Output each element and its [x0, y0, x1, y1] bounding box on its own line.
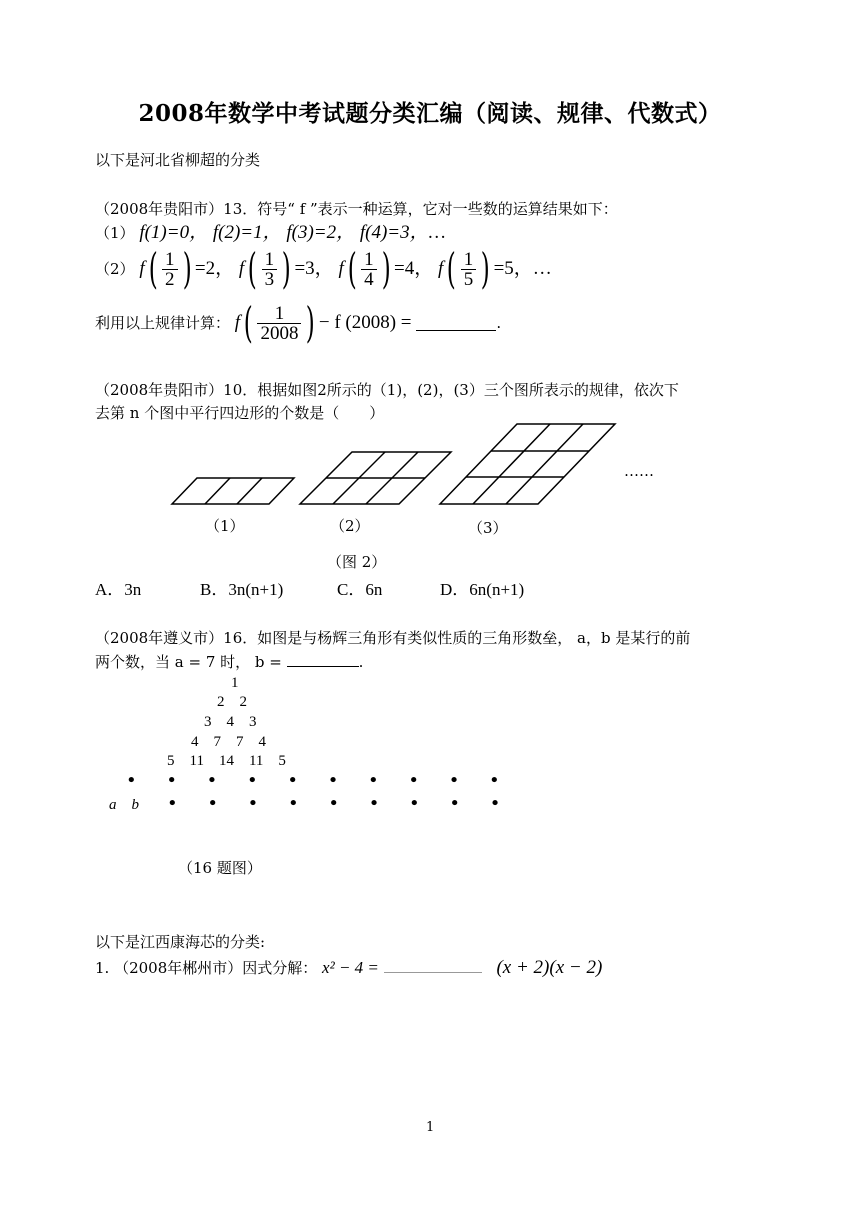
- figure-3: [440, 424, 615, 504]
- q1-line2: [95, 244, 552, 304]
- q1-line2-label: （2）: [95, 260, 135, 278]
- fraction-numerator: 1: [361, 250, 377, 270]
- triangle-row-5: 5 11 14 11 5: [167, 753, 286, 769]
- fraction-denominator: 5: [463, 268, 474, 290]
- fraction-denominator: 2008: [260, 322, 299, 344]
- triangle-row-6-dots: • • • • • • • • • •: [126, 770, 512, 791]
- figure-1: [172, 478, 294, 504]
- q4-expression: x² − 4 =: [322, 958, 379, 977]
- fraction-numerator: 1: [162, 250, 178, 270]
- q3-caption: （16 题图）: [178, 859, 262, 877]
- fraction: [461, 250, 477, 289]
- q1-heading: （2008年贵阳市）13．符号“ f ”表示一种运算，它对一些数的运算结果如下：: [95, 200, 618, 218]
- fraction-denominator: 4: [364, 268, 374, 290]
- triangle-row-3: 3 4 3: [204, 714, 257, 730]
- fraction-numerator: 1: [262, 250, 278, 270]
- paren-right: ): [381, 244, 391, 293]
- figure-caption: （图 2）: [327, 553, 387, 571]
- fraction: [262, 250, 278, 289]
- fraction: [361, 250, 377, 289]
- figure-2: [300, 452, 451, 504]
- q3-line2-text: 两个数，当 a = 7 时， b =: [95, 653, 282, 671]
- q1-line1-expr: f(1)=0， f(2)=1， f(3)=2， f(4)=3，…: [139, 222, 446, 243]
- fraction-numerator: 1: [461, 250, 477, 270]
- answer-blank: [416, 316, 496, 331]
- option-a: A．3n: [95, 580, 142, 599]
- paren-right: ): [480, 244, 490, 293]
- q1-calc-expression: − f (2008) =: [318, 312, 412, 333]
- triangle-row-4: 4 7 7 4: [191, 734, 266, 750]
- section-intro-jiangxi: 以下是江西康海芯的分类:: [95, 933, 266, 951]
- figure-label-2: （2）: [330, 517, 370, 535]
- section-intro-hebei: 以下是河北省柳超的分类: [95, 151, 261, 169]
- f-symbol: f: [238, 258, 245, 279]
- parallelogram-figures: [160, 418, 680, 513]
- option-b: B．3n(n+1): [200, 580, 284, 599]
- period: .: [358, 653, 364, 671]
- triangle-row-7-ab: a b: [109, 797, 139, 813]
- paren-right: ): [281, 244, 291, 293]
- fraction-numerator: 1: [257, 304, 301, 324]
- q1-line1: [95, 223, 446, 243]
- triangle-row-2: 2 2: [217, 694, 247, 710]
- q1-calc-line: [95, 298, 502, 358]
- f-symbol: f: [234, 312, 241, 333]
- fraction: [257, 304, 301, 343]
- fraction-result: =4，: [394, 258, 434, 279]
- fraction-result: =2，: [194, 258, 235, 279]
- figure-label-1: （1）: [205, 517, 245, 535]
- q4-answer: (x + 2)(x − 2): [496, 957, 603, 978]
- paren-left: (: [243, 298, 253, 347]
- q4-line: [95, 958, 602, 978]
- paren-right: ): [306, 298, 316, 347]
- paren-left: (: [446, 244, 456, 293]
- q3-heading: （2008年遵义市）16．如图是与杨辉三角形有类似性质的三角形数垒， a，b 是某行的前: [95, 629, 691, 647]
- option-d: D．6n(n+1): [440, 580, 525, 599]
- f-symbol: f: [139, 258, 145, 279]
- paren-left: (: [148, 244, 158, 293]
- q2-line2: 去第 n 个图中平行四边形的个数是（ ）: [95, 404, 385, 422]
- q2-heading: （2008年贵阳市）10．根据如图2所示的（1)，(2)，(3）三个图所表示的规律，依次下: [95, 381, 679, 399]
- figures-ellipsis: ……: [624, 462, 654, 480]
- q1-line1-label: （1）: [95, 224, 135, 242]
- page-number: 1: [426, 1120, 435, 1135]
- fraction-denominator: 2: [165, 268, 175, 290]
- option-c: C．6n: [337, 580, 383, 599]
- period: .: [496, 314, 502, 332]
- paren-left: (: [347, 244, 357, 293]
- q1-calc-label: 利用以上规律计算：: [95, 314, 231, 332]
- paren-left: (: [247, 244, 257, 293]
- q4-label: 1. （2008年郴州市）因式分解：: [95, 959, 318, 977]
- page-title: 2008年数学中考试题分类汇编（阅读、规律、代数式）: [138, 100, 722, 127]
- triangle-row-1: 1: [231, 675, 239, 691]
- figure-label-3: （3）: [468, 519, 508, 537]
- answer-blank: [287, 652, 359, 667]
- fraction-denominator: 3: [264, 268, 275, 290]
- paren-right: ): [182, 244, 192, 293]
- f-symbol: f: [438, 258, 444, 279]
- q3-line2: [95, 652, 363, 672]
- fraction: [162, 250, 178, 289]
- f-symbol: f: [338, 258, 344, 279]
- answer-blank: [384, 958, 482, 973]
- fraction-result: =5，…: [493, 258, 552, 279]
- fraction-result: =3，: [294, 258, 334, 279]
- triangle-row-7-dots: • • • • • • • • •: [167, 793, 513, 814]
